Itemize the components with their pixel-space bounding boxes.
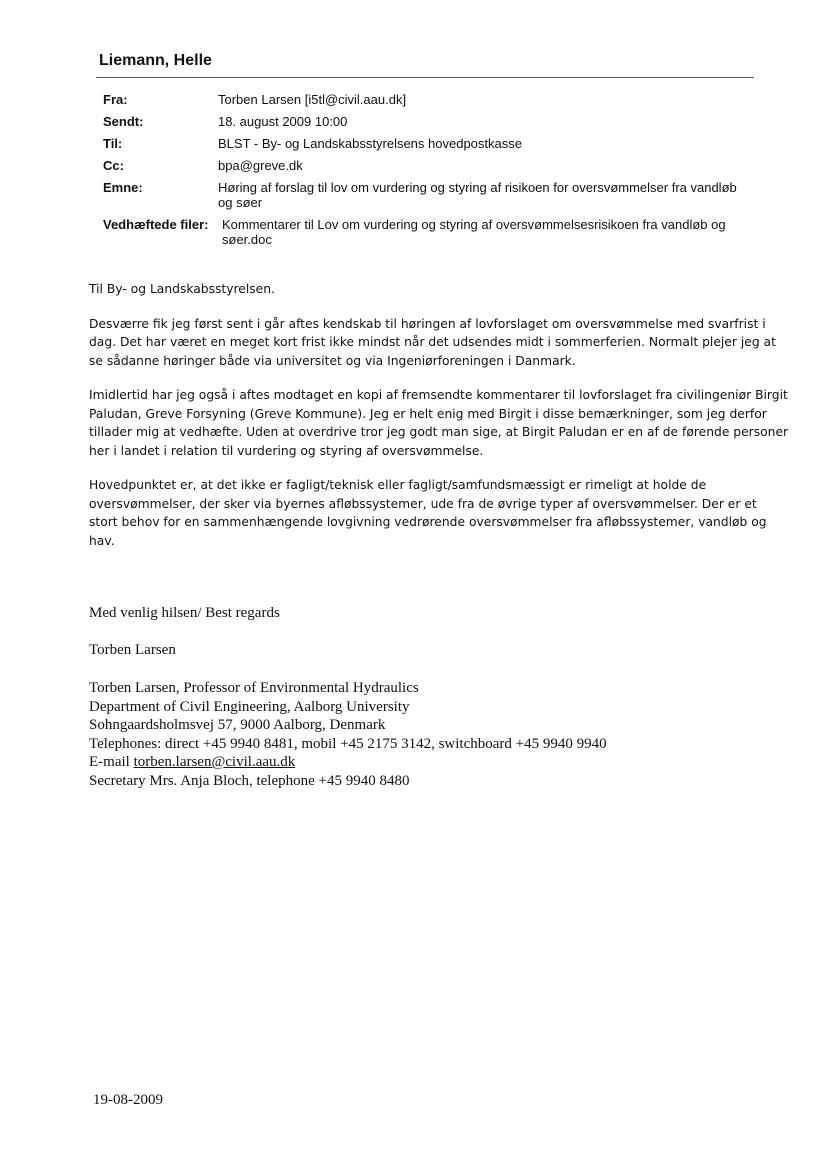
email-headers <box>103 92 753 254</box>
closing-line: Med venlig hilsen/ Best regards <box>89 605 280 621</box>
header-row-to <box>103 136 753 151</box>
signature-telephones: Telephones: direct +45 9940 8481, mobil +45 2175 3142, switchboard +45 9940 9940 <box>89 735 607 752</box>
header-value-sent: 18. august 2009 10:00 <box>218 114 348 129</box>
footer-date: 19-08-2009 <box>93 1092 163 1108</box>
header-row-subject <box>103 180 753 210</box>
signoff-name: Torben Larsen <box>89 642 176 658</box>
header-label-attachments: Vedhæftede filer: <box>103 217 209 232</box>
signature-email-link[interactable]: torben.larsen@civil.aau.dk <box>133 754 296 770</box>
header-value-subject: Høring af forslag til lov om vurdering og styring af risikoen for oversvømmelser fra vandløb og søer <box>218 180 737 210</box>
header-value-cc: bpa@greve.dk <box>218 158 303 173</box>
signature-title: Torben Larsen, Professor of Environmental Hydraulics <box>89 680 419 696</box>
header-value-attachments: Kommentarer til Lov om vurdering og styring af oversvømmelsesrisikoen fra vandløb og søer.doc <box>222 217 726 247</box>
header-label-sent: Sendt: <box>103 114 144 129</box>
body-paragraph-3: Hovedpunktet er, at det ikke er fagligt/teknisk eller fagligt/samfundsmæssigt er rimeligt at holde de oversvømmelser, der sker via byernes afløbssystemer, ude fra de øvrige typer af oversvømmelser. Der er et stort behov for en sammenhængende lovgivning vedrørende oversvømmelser fra afløbssystemer, vandløb og hav. <box>89 478 767 548</box>
body-paragraph-1: Desværre fik jeg først sent i går aftes kendskab til høringen af lovforslaget om oversvømmelse med svarfrist i dag. Det har været en meget kort frist ikke mindst når det udsendes midt i sommerferien. Normalt plejer jeg at se sådanne høringer både via universitet og via Ingeniørforeningen i Danmark. <box>89 316 776 368</box>
signature-block <box>89 679 789 790</box>
sender-name: Liemann, Helle <box>99 52 212 69</box>
header-value-from: Torben Larsen [i5tl@civil.aau.dk] <box>218 92 407 107</box>
header-label-subject: Emne: <box>103 180 143 195</box>
signature-email-line <box>89 753 789 772</box>
signature-email-prefix: E-mail <box>89 754 134 770</box>
body-greeting: Til By- og Landskabsstyrelsen. <box>89 282 275 296</box>
signature-secretary: Secretary Mrs. Anja Bloch, telephone +45 9940 8480 <box>89 772 410 789</box>
signature-department: Department of Civil Engineering, Aalborg University <box>89 698 410 715</box>
header-label-to: Til: <box>103 136 123 151</box>
header-row-attachments <box>103 217 753 247</box>
header-label-from: Fra: <box>103 92 128 107</box>
body-paragraph-2: Imidlertid har jeg også i aftes modtaget en kopi af fremsendte kommentarer til lovforslaget fra civilingeniør Birgit Paludan, Greve Forsyning (Greve Kommune). Jeg er helt enig med Birgit i disse bemærkninger, som jeg derfor tillader mig at vedhæfte. Uden at overdrive tror jeg godt man sige, at Birgit Paludan er en af de førende personer her i landet i relation til vurdering og styring af oversvømmelse. <box>89 388 789 458</box>
header-divider <box>96 77 754 78</box>
header-row-from <box>103 92 753 107</box>
signature-address: Sohngaardsholmsvej 57, 9000 Aalborg, Denmark <box>89 717 386 733</box>
email-body <box>89 280 789 566</box>
header-row-cc <box>103 158 753 173</box>
header-label-cc: Cc: <box>103 158 124 173</box>
header-row-sent <box>103 114 753 129</box>
header-value-to: BLST - By- og Landskabsstyrelsens hovedpostkasse <box>218 136 522 151</box>
